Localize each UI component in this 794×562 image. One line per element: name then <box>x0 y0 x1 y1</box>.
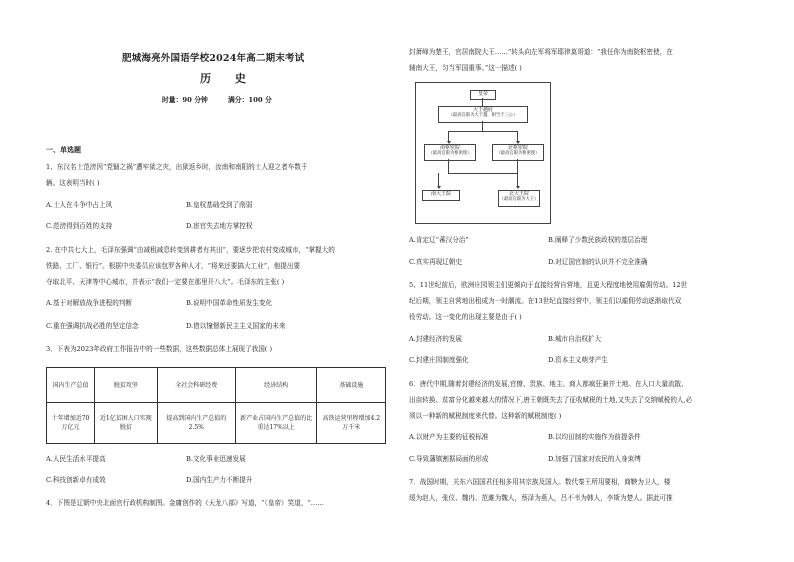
diagram-connector <box>438 173 439 187</box>
q3-option-a[interactable]: A.人民生活水平提高 <box>46 455 106 463</box>
diagram-connector <box>517 173 518 187</box>
diagram-node-north-king <box>498 190 540 207</box>
q4-option-d[interactable]: D.对辽国官制的认识并不完全准确 <box>548 258 648 266</box>
q4-stem-line2: 封萧峰为楚王，官居南院大王……”转头向左军将军耶律莫哥道：“我任你为南院枢密使，在 <box>409 48 673 56</box>
q5-stem-line3: 役劳动。这一变化的出现主要是由于( ) <box>409 313 522 321</box>
table-cell: 高铁运营里程增加4.2万千米 <box>317 403 386 444</box>
q4-stem-line3: 辅南大王，匀当军国重事。”这一描述( ) <box>409 64 522 72</box>
diagram-node-note: （最高官职为大王） <box>499 197 539 202</box>
table-header-row <box>47 368 386 403</box>
q1-stem-line1: 1、东汉名士范滂因“党锢之祸”遭牢狱之灾，出狱返乡时，汝南和南阳的士人迎之者车数千 <box>46 163 308 171</box>
diagram-connector <box>448 173 518 174</box>
table-row <box>47 403 386 444</box>
q2-stem-line3: 夺取北平、天津等中心城市，并表示“我们一定要在那里开八大”。毛泽东的主张( ) <box>46 278 285 286</box>
q4-stem-line1: 4．下图是辽朝中央北面官行政机构制图。金庸创作的《天龙八部》写道，“（皇帝）笑道，“…… <box>46 499 324 507</box>
q2-stem-line1: 2. 在中共七大上，毛泽东强调“由减租减息转变到耕者有其田”，要逐步把农村变成城市，“掌握大的 <box>46 246 335 254</box>
table-header-cell: 基础设施 <box>317 368 386 403</box>
score-label: 满分：100 分 <box>228 96 272 104</box>
q1-option-b[interactable]: B.皇权基础受到了削弱 <box>186 201 253 209</box>
diagram-node-label: 南枢密院 <box>439 145 460 151</box>
q6-stem-line3: 须以一种新的赋税制度来代替。这种新的赋税制度( ) <box>409 412 562 420</box>
q6-stem-line2: 田亩转换、贫富分化越来越大的情况下,唐王朝既失去了征收赋税的土地,又失去了交纳赋税的人,必 <box>409 396 693 404</box>
q6-option-a[interactable]: A.以财产为主要的征税标准 <box>409 433 489 441</box>
q5-option-d[interactable]: D.资本主义萌芽产生 <box>548 356 608 364</box>
table-cell: 十年增加近70万亿元 <box>47 403 95 444</box>
table-cell: 近1亿贫困人口实现脱贫 <box>95 403 158 444</box>
q6-option-b[interactable]: B.以均田制的实施作为前提条件 <box>548 433 641 441</box>
liao-official-diagram <box>415 82 551 224</box>
q5-option-a[interactable]: A.封建经济的发展 <box>409 335 463 343</box>
diagram-node-label: 北大王院 <box>508 191 529 197</box>
subject-title: 历 史 <box>200 72 256 85</box>
time-label: 时量：90 分钟 <box>162 96 208 104</box>
diagram-node-label: 北枢密院 <box>507 145 528 151</box>
q6-option-d[interactable]: D.加强了国家对农民的人身束缚 <box>548 455 641 463</box>
q4-option-c[interactable]: C.真实再现辽朝史 <box>409 258 463 266</box>
q2-option-a[interactable]: A.基于对解放战争进程的判断 <box>46 299 132 307</box>
q1-stem-line2: 辆。这表明当时( ) <box>46 179 100 187</box>
diagram-node-yuyue <box>438 106 528 123</box>
diagram-connector <box>482 98 483 106</box>
table-cell: 提高到国内生产总值的2.5% <box>157 403 235 444</box>
diagram-connector <box>448 131 518 132</box>
diagram-connector <box>448 159 449 173</box>
q3-data-table <box>46 367 386 444</box>
diagram-node-north-council <box>492 144 544 161</box>
q2-option-c[interactable]: C.重在强调抗战必胜的坚定信念 <box>46 322 139 330</box>
q5-stem-line2: 纪后期，领主自营地出租成为一时潮流。在13世纪直接经营中，领主们以雇佣劳动逐渐取代双 <box>409 297 682 305</box>
diagram-node-south-king: 南大王院 <box>422 190 460 201</box>
q4-option-a[interactable]: A.肯定辽“蕃汉分治” <box>409 236 469 244</box>
q2-stem-line2: 铁路、工厂、银行”。根据中央委员应该包罗各种人才，“将来还要搞大工业”，他提出要 <box>46 262 301 270</box>
diagram-arrow <box>437 186 441 189</box>
q1-option-c[interactable]: C.范滂得到百姓的支持 <box>46 222 113 230</box>
diagram-node-label: 大于越府 <box>472 107 493 113</box>
diagram-node-note: （最高官职为大于越，相当于三公） <box>448 113 518 118</box>
q1-option-a[interactable]: A.士人在斗争中占上风 <box>46 201 113 209</box>
q2-option-b[interactable]: B.说明中国革命性质发生变化 <box>186 299 273 307</box>
q3-stem-line1: 3．下表为2023年政府工作报告中的一些数据，这些数据总体上展现了我国( ) <box>46 345 273 353</box>
diagram-node-note: （最高官职为枢密使） <box>428 151 472 156</box>
q3-option-b[interactable]: B.文化事业迅速发展 <box>186 455 246 463</box>
diagram-connector <box>517 159 518 173</box>
q5-option-b[interactable]: B.城市自治权扩大 <box>548 335 602 343</box>
q1-option-d[interactable]: D.宦官失去地方掌控权 <box>186 222 253 230</box>
diagram-connector <box>482 121 483 131</box>
exam-title: 肥城海亮外国语学校2024年高二期末考试 <box>122 53 305 64</box>
q5-option-c[interactable]: C.封建庄园制度强化 <box>409 356 469 364</box>
table-header-cell: 国内生产总值 <box>47 368 95 403</box>
section-heading: 一、单选题 <box>46 145 81 154</box>
table-cell: 新产业占国内生产总值的比重达17%以上 <box>235 403 317 444</box>
q4-option-b[interactable]: B.阐释了少数民族政权的基层治理 <box>548 236 648 244</box>
q7-stem-line1: 7．战国时期，关东六国国君任相多用其宗族及国人。数代秦王所用要相，商鞅为卫人，楼 <box>409 478 671 486</box>
q3-option-c[interactable]: C.科技创新卓有成效 <box>46 476 106 484</box>
diagram-node-note: （最高官职为枢密使） <box>496 151 540 156</box>
table-header-cell: 全社会科研经费 <box>157 368 235 403</box>
q6-stem-line1: 6．唐代中期,随着封建经济的发展,官僚、贵族、地主、商人都疯狂兼并土地。在人口大量流散、 <box>409 380 688 388</box>
diagram-node-south-council <box>424 144 476 161</box>
q6-option-c[interactable]: C.导致藩镇割据局面的形成 <box>409 455 489 463</box>
diagram-arrow <box>516 186 520 189</box>
q5-stem-line1: 5、11世纪前后，欧洲庄园领主们更倾向于直接经营自营地，且更大程度地使用雇佣劳动。12世 <box>409 281 688 289</box>
q2-option-d[interactable]: D.借以憧憬新民主主义国家的未来 <box>186 322 286 330</box>
q3-option-d[interactable]: D.国内生产力不断提升 <box>186 476 253 484</box>
table-header-cell: 脱贫攻坚 <box>95 368 158 403</box>
diagram-node-emperor: 皇帝 <box>470 90 496 100</box>
table-header-cell: 经济结构 <box>235 368 317 403</box>
q7-stem-line2: 缓为赵人，张仪、魏冉、范雎为魏人，蔡泽为燕人，吕不韦为韩人，李斯为楚人。据此可推 <box>409 494 673 502</box>
